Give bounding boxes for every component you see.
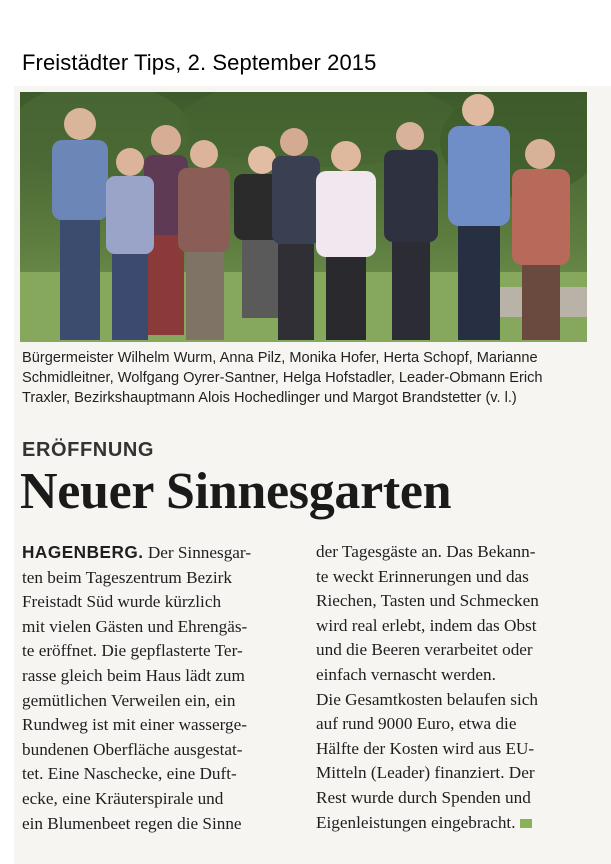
text-line: Rest wurde durch Spenden und bbox=[316, 787, 531, 807]
text-line bbox=[316, 811, 601, 836]
person-silhouette bbox=[52, 108, 108, 340]
article-column-right bbox=[316, 540, 601, 835]
text-line: mit vielen Gästen und Ehrengäs- bbox=[22, 616, 248, 636]
text-line: ein Blumenbeet regen die Sinne bbox=[22, 813, 242, 833]
text-line: ecke, eine Kräuterspirale und bbox=[22, 788, 224, 808]
article-headline: Neuer Sinnesgarten bbox=[20, 463, 452, 520]
text-line: Freistadt Süd wurde kürzlich bbox=[22, 592, 222, 612]
person-silhouette bbox=[272, 128, 320, 340]
caption-line: Traxler, Bezirkshauptmann Alois Hochedlinger und Margot Brandstetter (v. l.) bbox=[22, 390, 517, 406]
text-line: einfach vernascht werden. bbox=[316, 664, 496, 684]
end-mark-icon bbox=[520, 819, 532, 828]
newspaper-clipping bbox=[14, 86, 611, 864]
text-line: Die Gesamtkosten belaufen sich bbox=[316, 689, 538, 709]
group-photo-illustration bbox=[20, 92, 587, 342]
source-line: Freistädter Tips, 2. September 2015 bbox=[22, 50, 377, 75]
text-line: te eröffnet. Die gepflasterte Ter- bbox=[22, 641, 243, 661]
text-line: wird real erlebt, indem das Obst bbox=[316, 615, 537, 635]
text-line: der Tagesgäste an. Das Bekann- bbox=[316, 542, 536, 561]
caption-line: Schmidleitner, Wolfgang Oyrer-Santner, Helga Hofstadler, Leader-Obmann Erich bbox=[22, 370, 543, 386]
text-line: gemütlichen Verweilen ein, ein bbox=[22, 690, 236, 710]
caption-line: Bürgermeister Wilhelm Wurm, Anna Pilz, Monika Hofer, Herta Schopf, Marianne bbox=[22, 350, 538, 366]
article-kicker: ERÖFFNUNG bbox=[22, 439, 155, 461]
text-line: bundenen Oberfläche ausgestat- bbox=[22, 739, 243, 759]
text-line: Hälfte der Kosten wird aus EU- bbox=[316, 738, 535, 758]
dateline: HAGENBERG. bbox=[22, 542, 144, 562]
person-silhouette bbox=[384, 122, 438, 340]
text-line bbox=[22, 540, 304, 566]
text-line: Rundweg ist mit einer wasserge- bbox=[22, 715, 247, 735]
text-line: rasse gleich beim Haus lädt zum bbox=[22, 665, 245, 685]
text-line: te weckt Erinnerungen und das bbox=[316, 566, 529, 586]
article-column-left bbox=[22, 540, 304, 836]
group-photo bbox=[20, 92, 587, 342]
text-line: tet. Eine Naschecke, eine Duft- bbox=[22, 764, 237, 784]
person-silhouette bbox=[106, 148, 154, 340]
photo-caption bbox=[22, 348, 588, 408]
text-fragment: Der Sinnesgar- bbox=[143, 543, 252, 562]
text-line: ten beim Tageszentrum Bezirk bbox=[22, 567, 232, 587]
text-line: Riechen, Tasten und Schmecken bbox=[316, 591, 539, 611]
text-fragment: Eigenleistungen eingebracht. bbox=[316, 812, 516, 832]
text-line: und die Beeren verarbeitet oder bbox=[316, 640, 533, 660]
text-line: Mitteln (Leader) finanziert. Der bbox=[316, 763, 535, 783]
text-line: auf rund 9000 Euro, etwa die bbox=[316, 714, 517, 734]
